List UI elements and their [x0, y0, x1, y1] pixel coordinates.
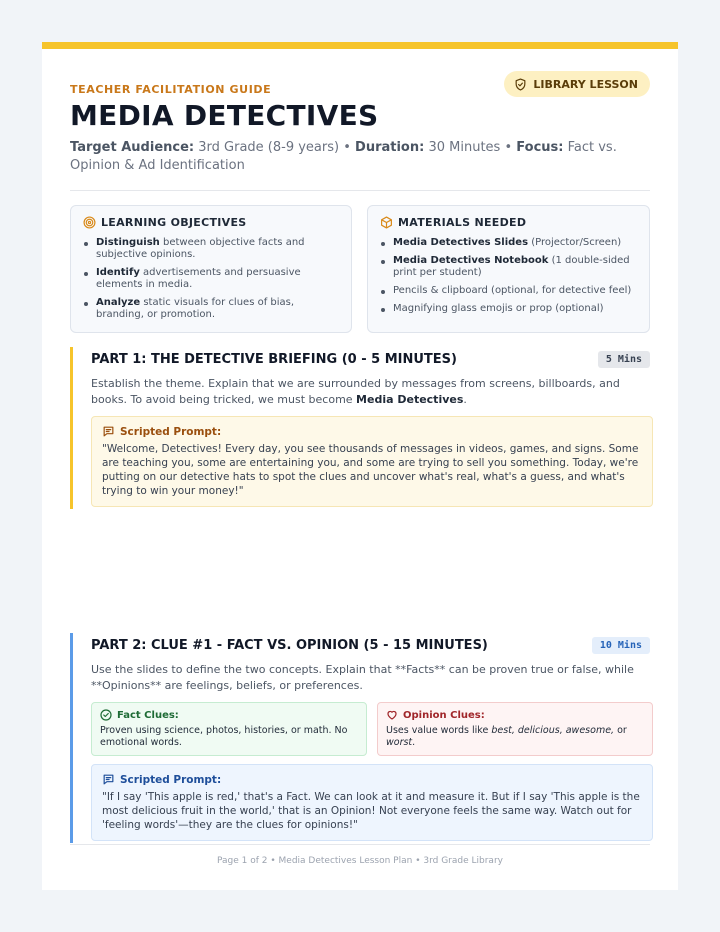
part1-text-end: . [463, 393, 467, 406]
list-item [83, 237, 339, 261]
opinion-clues-box [377, 702, 653, 756]
part1-header [91, 351, 650, 368]
prompt-label: Scripted Prompt: [120, 773, 222, 786]
audience-label: Target Audience: [70, 140, 195, 155]
materials-list [380, 237, 637, 315]
objective-verb: Analyze [96, 297, 141, 308]
opinion-clues-label: Opinion Clues: [403, 709, 485, 721]
shield-check-icon [514, 78, 527, 91]
opinion-clues-heading [386, 709, 644, 721]
opinion-text-start: Uses value words like [386, 725, 492, 736]
objective-verb: Identify [96, 267, 140, 278]
audience-value: 3rd Grade (8-9 years) [198, 140, 340, 155]
learning-objectives-card [70, 205, 352, 333]
header-divider [70, 190, 650, 191]
fact-clues-heading [100, 709, 358, 721]
objectives-heading [83, 216, 339, 229]
part1-text: Establish the theme. Explain that we are surrounded by messages from screens, billboards, and books. To avoid being tricked, we must become [91, 377, 620, 406]
focus-label: Focus: [516, 140, 564, 155]
list-item [380, 255, 637, 279]
lesson-meta [70, 139, 650, 175]
prompt-heading [102, 773, 642, 786]
list-item [380, 285, 637, 297]
prompt-text: "If I say 'This apple is red,' that's a Fact. We can look at it and measure it. But if I say 'This apple is the most delicious fruit in the world,' that is an Opinion! Not everyone feels the same way. Watch out for 'feeling words'—they are the clues for opinions!" [102, 791, 640, 831]
list-item [83, 297, 339, 321]
meta-separator: • [504, 140, 513, 155]
prompt-label: Scripted Prompt: [120, 425, 222, 438]
opinion-examples: best, delicious, awesome, [491, 725, 615, 736]
material-name: Media Detectives Notebook [393, 255, 549, 266]
materials-title: MATERIALS NEEDED [398, 216, 527, 229]
duration-label: Duration: [355, 140, 425, 155]
opinion-clues-text [386, 725, 644, 749]
clue-boxes [91, 702, 653, 756]
part2-duration-badge: 10 Mins [592, 637, 650, 654]
page-footer: Page 1 of 2 • Media Detectives Lesson Plan • 3rd Grade Library [70, 844, 650, 866]
objective-text: static visuals for clues of bias, branding, or promotion. [96, 297, 295, 320]
material-detail: Magnifying glass emojis or prop (optional) [393, 303, 604, 314]
objective-text: advertisements and persuasive elements in media. [96, 267, 301, 290]
materials-heading [380, 216, 637, 229]
chat-lines-icon [102, 773, 115, 786]
focus-value: Fact vs. Opinion & Ad Identification [70, 140, 617, 173]
part2-scripted-prompt [91, 764, 653, 841]
part2-section [70, 633, 650, 843]
material-detail: (1 double-sided print per student) [393, 255, 630, 278]
page-title: MEDIA DETECTIVES [70, 99, 379, 132]
part2-title: PART 2: CLUE #1 - FACT VS. OPINION (5 - 15 MINUTES) [91, 638, 488, 653]
part1-section [70, 347, 650, 509]
material-detail: Pencils & clipboard (optional, for detective feel) [393, 285, 632, 296]
fact-clues-box [91, 702, 367, 756]
material-detail: (Projector/Screen) [528, 237, 622, 248]
part1-duration-badge: 5 Mins [598, 351, 650, 368]
objective-verb: Distinguish [96, 237, 160, 248]
part2-header [91, 637, 650, 654]
part2-description: Use the slides to define the two concepts. Explain that **Facts** can be proven true or false, while **Opinions** are feelings, beliefs, or preferences. [91, 663, 634, 692]
chat-lines-icon [102, 425, 115, 438]
opinion-text-or: or [614, 725, 627, 736]
list-item [380, 237, 637, 249]
list-item [83, 267, 339, 291]
objectives-title: LEARNING OBJECTIVES [101, 216, 247, 229]
objective-text: between objective facts and subjective opinions. [96, 237, 305, 260]
opinion-text-end: . [412, 737, 416, 748]
part1-description [91, 376, 653, 408]
badge-label: LIBRARY LESSON [533, 77, 638, 91]
target-icon [83, 216, 96, 229]
duration-value: 30 Minutes [428, 140, 501, 155]
part1-scripted-prompt [91, 416, 653, 507]
opinion-example-last: worst [386, 737, 413, 748]
fact-clues-text: Proven using science, photos, histories, or math. No emotional words. [100, 725, 348, 748]
prompt-heading [102, 425, 642, 438]
lesson-page [42, 42, 678, 890]
prompt-text: "Welcome, Detectives! Every day, you see thousands of messages in videos, games, and signs. Some are teaching you, some are entertaining you, and some are trying to sell you something. Today, we're putting on our detective hats to spot the clues and uncover what's real, what's a guess, and what's trying to win your money!" [102, 443, 639, 497]
guide-eyebrow: TEACHER FACILITATION GUIDE [70, 83, 272, 96]
heart-icon [386, 709, 398, 721]
list-item [380, 303, 637, 315]
meta-separator: • [343, 140, 351, 155]
part1-text-bold: Media Detectives [356, 393, 464, 406]
fact-clues-label: Fact Clues: [117, 709, 179, 721]
materials-needed-card [367, 205, 650, 333]
library-lesson-badge [504, 71, 650, 97]
box-icon [380, 216, 393, 229]
part1-title: PART 1: THE DETECTIVE BRIEFING (0 - 5 MINUTES) [91, 352, 457, 367]
check-circle-icon [100, 709, 112, 721]
objectives-list [83, 237, 339, 321]
material-name: Media Detectives Slides [393, 237, 529, 248]
